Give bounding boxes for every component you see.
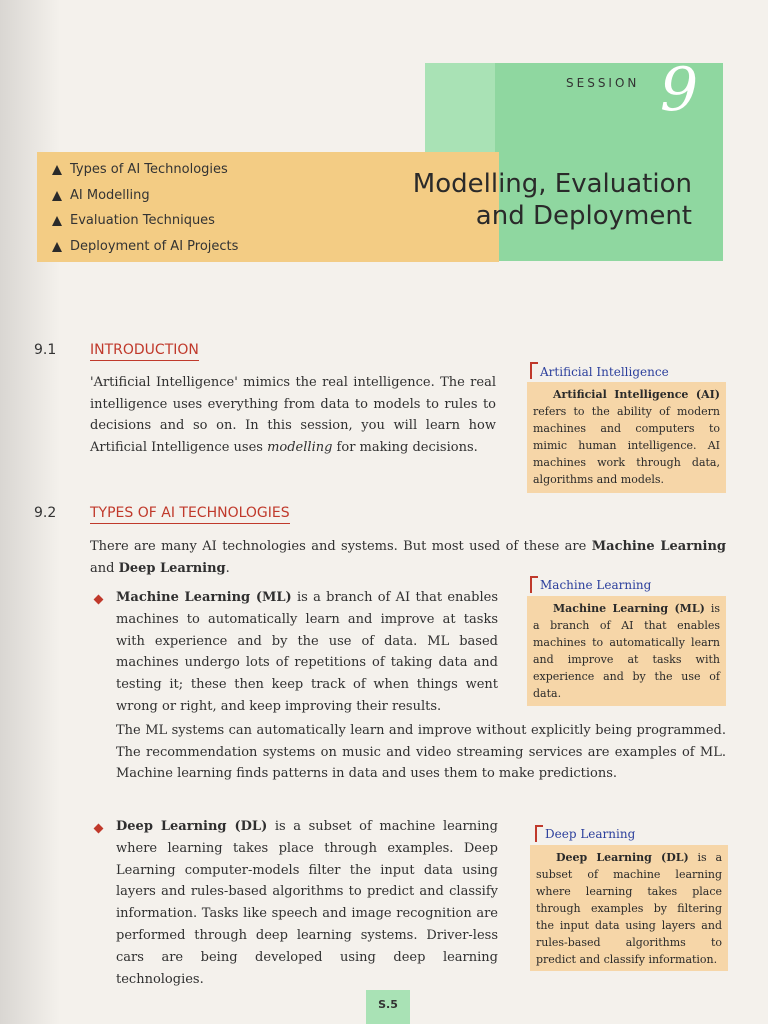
- page-number: S.5: [378, 998, 398, 1011]
- topic-item: [50, 208, 238, 234]
- sidebar-ai: [527, 382, 726, 493]
- ml-explanation-paragraph: The ML systems can automatically learn and improve without explicitly being programmed. The recommendation systems on music and video streaming services are examples of ML. Machine learning finds patterns in data and uses them to make predictions.: [116, 723, 726, 781]
- topic-item: [50, 183, 238, 209]
- dl-term: Deep Learning (DL): [116, 819, 268, 834]
- types-lead-paragraph: [90, 536, 726, 579]
- dl-bullet-paragraph: [116, 816, 498, 990]
- sidebar-ai-text: [527, 382, 726, 492]
- intro-paragraph: [90, 372, 496, 458]
- sidebar-dl-definition: is a subset of machine learning where learning takes place through examples by filtering the input data using layers and rules-based algorithms to predict and classify information.: [536, 851, 722, 966]
- sidebar-dl-term: Deep Learning (DL): [556, 851, 689, 864]
- intro-text: 'Artificial Intelligence' mimics the real intelligence. The real intelligence uses everything from data to models to rules to decisions and so on. In this session, you will learn how Artificial Intelligence uses: [90, 375, 496, 455]
- section-number-9-2: 9.2: [34, 505, 57, 521]
- section-title-types: TYPES OF AI TECHNOLOGIES: [90, 505, 290, 524]
- topic-label: Deployment of AI Projects: [70, 238, 239, 254]
- topic-item: [50, 157, 238, 183]
- session-label: SESSION: [566, 76, 640, 90]
- intro-emphasis: modelling: [267, 439, 333, 455]
- topic-item: [50, 234, 238, 260]
- diamond-bullet-icon: [94, 595, 104, 605]
- section-number-9-1: 9.1: [34, 342, 57, 358]
- sidebar-title-ml: Machine Learning: [540, 578, 652, 592]
- chapter-title: [413, 168, 692, 232]
- triangle-bullet-icon: [52, 165, 62, 175]
- sidebar-ml-text: [527, 596, 726, 706]
- sidebar-bracket-icon: [535, 825, 543, 842]
- sidebar-ai-definition: refers to the ability of modern machines and computers to mimic human intelligence. AI machines work through data, algorithms and models.: [533, 405, 720, 486]
- triangle-bullet-icon: [52, 216, 62, 226]
- lead-term-dl: Deep Learning: [118, 560, 226, 576]
- topic-label: Evaluation Techniques: [70, 213, 215, 228]
- lead-text-and: and: [90, 560, 119, 576]
- topic-label: AI Modelling: [70, 187, 150, 203]
- lead-text-end: .: [225, 560, 230, 576]
- sidebar-bracket-icon: [530, 362, 538, 379]
- dl-text: is a subset of machine learning where learning takes place through examples. Deep Learning computer-models filter the input data using layers and rules-based algorithms to predict and classify information. Tasks like speech and image recognition are performed through deep learning systems. Driver-less cars are being developed using deep learning technologies.: [116, 819, 498, 987]
- chapter-title-line-1: Modelling, Evaluation: [412, 169, 692, 199]
- triangle-bullet-icon: [52, 191, 62, 201]
- sidebar-dl-text: [530, 845, 728, 972]
- lead-term-ml: Machine Learning: [591, 539, 726, 554]
- ml-term: Machine Learning (ML): [116, 590, 292, 605]
- sidebar-bracket-icon: [530, 576, 538, 593]
- topic-label: Types of AI Technologies: [70, 162, 228, 177]
- triangle-bullet-icon: [52, 242, 62, 252]
- diamond-bullet-icon: [94, 824, 104, 834]
- chapter-title-line-2: and Deployment: [475, 201, 692, 231]
- intro-text-end: for making decisions.: [332, 439, 478, 455]
- sidebar-title-ai: Artificial Intelligence: [540, 365, 669, 379]
- sidebar-ml-definition: is a branch of AI that enables machines to automatically learn and improve at tasks with experience and by the use of data.: [533, 602, 720, 700]
- section-title-introduction: INTRODUCTION: [90, 342, 199, 361]
- ml-text: is a branch of AI that enables machines to automatically learn and improve at tasks with experience and by the use of data. ML based machines undergo lots of repetitions of taking data and testing it; these then keep track of when things went wrong or right, and keep improving their results.: [116, 590, 499, 714]
- sidebar-ml-term: Machine Learning (ML): [553, 602, 705, 615]
- ml-bullet-paragraph: [116, 587, 498, 718]
- sidebar-dl: [530, 845, 728, 971]
- lead-text: There are many AI technologies and systems. But most used of these are: [90, 539, 592, 554]
- sidebar-title-dl: Deep Learning: [545, 827, 636, 841]
- session-topics-list: [50, 157, 238, 259]
- session-number: 9: [660, 55, 699, 125]
- sidebar-ml: [527, 596, 726, 706]
- sidebar-ai-term: Artificial Intelligence (AI): [553, 388, 720, 401]
